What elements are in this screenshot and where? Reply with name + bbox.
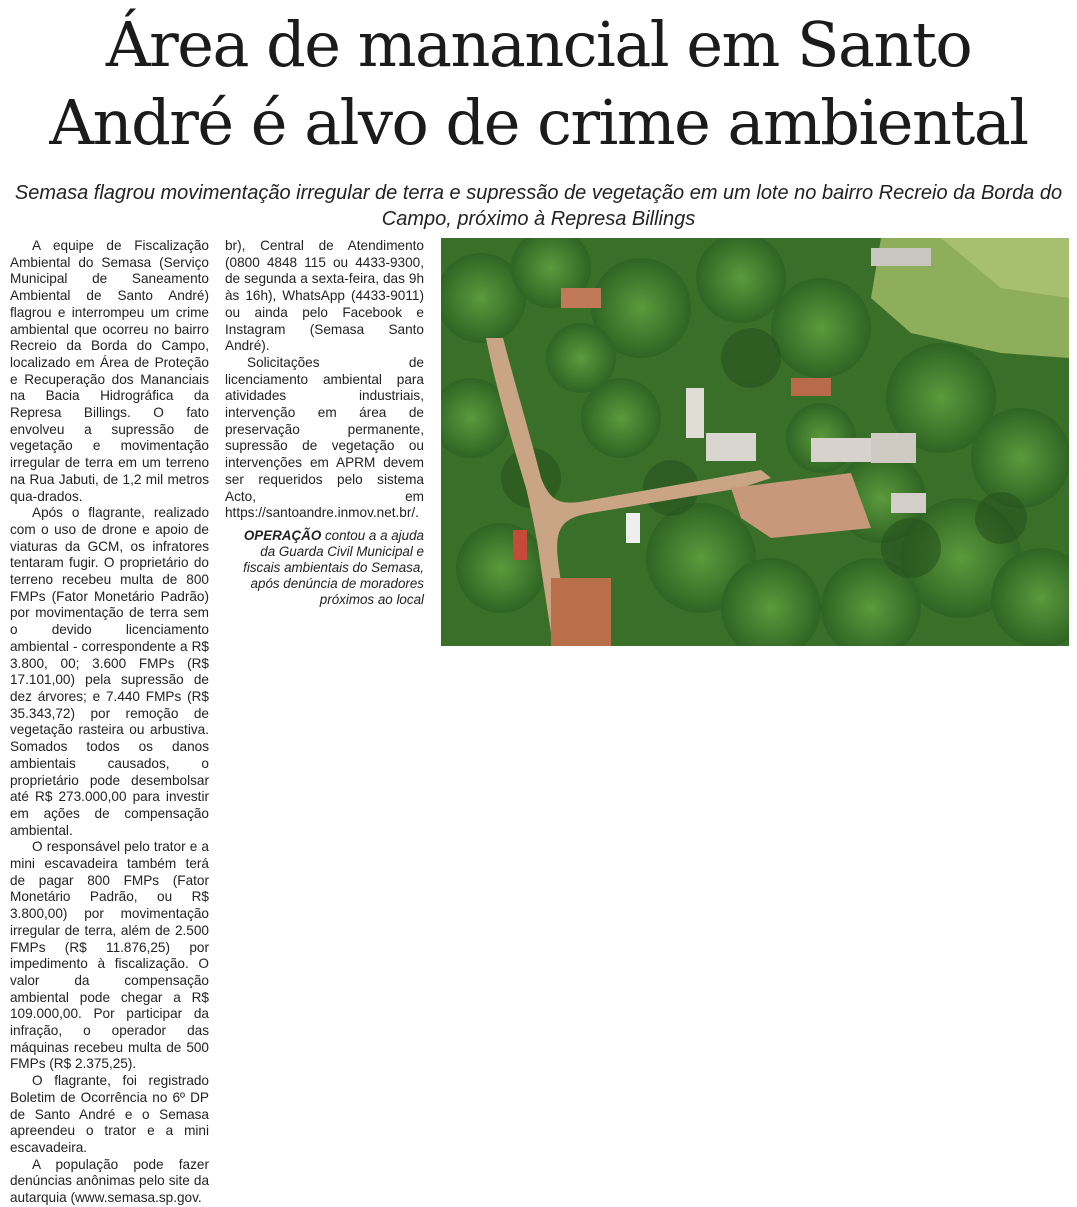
paragraph: br), Central de Atendimento (0800 4848 115 ou 4433-9300, de segunda a sexta-feira, das 9h às 16h), WhatsApp (4433-9011) ou ainda pelo Facebook e Instagram (Semasa Santo André). xyxy=(225,238,424,354)
paragraph: A equipe de Fiscalização Ambiental do Semasa (Serviço Municipal de Saneamento Ambiental de Santo André) flagrou e interrompeu um crime ambiental que ocorreu no bairro Recreio da Borda do Campo, localizado em Área de Proteção e Recuperação dos Mananciais na Bacia Hidrográfica da Represa Billings. O fato envolveu a supressão de vegetação e movimentação irregular de terra em um terreno na Rua Jabuti, de 1,2 mil metros qua-drados. xyxy=(10,238,209,504)
subheadline: Semasa flagrou movimentação irregular de terra e supressão de vegetação em um lote no bairro Recreio da Borda do Campo, próximo à Represa Billings xyxy=(14,182,1063,230)
paragraph: O flagrante, foi registrado Boletim de Ocorrência no 6º DP de Santo André e o Semasa apreendeu o trator e a mini escavadeira. xyxy=(10,1073,209,1155)
paragraph: Solicitações de licenciamento ambiental para atividades industriais, intervenção em área de preservação permanente, supressão de vegetação ou intervenções em APRM devem ser requeridos pelo sistema Acto, em https://santoandre.inmov.net.br/. xyxy=(225,354,424,521)
photo-caption xyxy=(232,528,424,608)
aerial-photo xyxy=(441,238,1069,646)
paragraph: A população pode fazer denúncias anônimas pelo site da autarquia (www.semasa.sp.gov. xyxy=(10,1156,209,1206)
caption-text: contou a a ajuda da Guarda Civil Municipal e fiscais ambientais do Semasa, após denúncia de moradores próximos ao local xyxy=(243,528,424,607)
article-column-2 xyxy=(225,238,424,522)
article-column-1 xyxy=(10,238,209,1207)
headline-line-2: André é alvo de crime ambiental xyxy=(49,86,1028,159)
paragraph: O responsável pelo trator e a mini escavadeira também terá de pagar 800 FMPs (Fator Monetário Padrão, ou R$ 3.800,00) por movimentação irregular de terra, além de 2.500 FMPs (R$ 11.876,25) por impedimento à fiscalização. O valor da compensação ambiental pode chegar a R$ 109.000,00. Por participar da infração, o operador das máquinas recebeu multa de 500 FMPs (R$ 2.375,25). xyxy=(10,839,209,1072)
headline xyxy=(0,6,1077,162)
headline-line-1: Área de manancial em Santo xyxy=(105,8,972,81)
paragraph: Após o flagrante, realizado com o uso de drone e apoio de viaturas da GCM, os infratores tentaram fugir. O proprietário do terreno recebeu multa de 800 FMPs (Fator Monetário Padrão) por movimentação de terra sem o devido licenciamento ambiental - correspondente a R$ 3.800, 00; 3.600 FMPs (R$ 17.101,00) pela supressão de dez árvores; e 7.440 FMPs (R$ 35.343,72) por remoção de vegetação rasteira ou arbustiva. Somados todos os danos ambientais causados, o proprietário pode desembolsar até R$ 273.000,00 para investir em ações de compensação ambiental. xyxy=(10,505,209,838)
caption-lead: OPERAÇÃO xyxy=(243,528,322,543)
